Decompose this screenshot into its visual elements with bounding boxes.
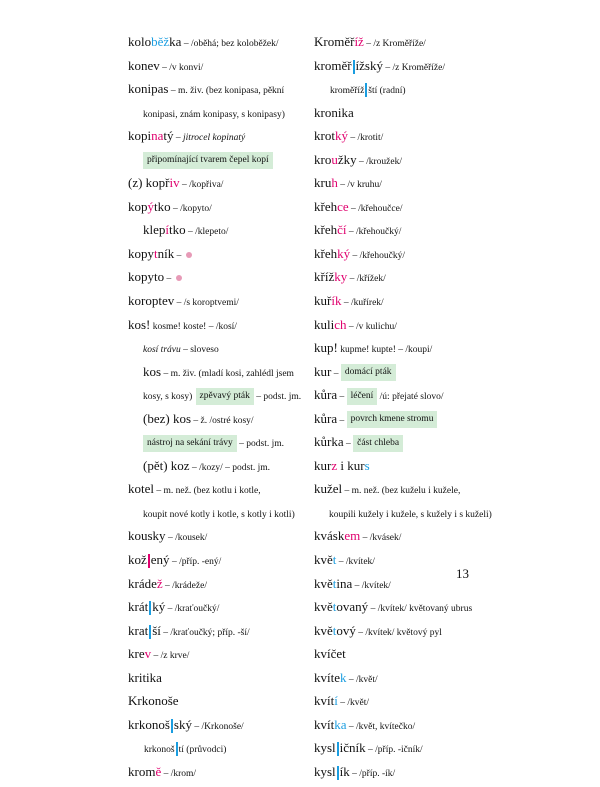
- headword: kysl: [314, 740, 336, 756]
- headword-highlight: ký: [337, 245, 351, 261]
- headword-rest: ovaný: [336, 599, 369, 615]
- gloss: koupili kužely i kužele, s kužely i s kuželi): [329, 509, 492, 520]
- gloss: – /kopyto/: [170, 203, 212, 214]
- suffix-bar-icon: [337, 766, 339, 780]
- headword: Kroměř: [314, 34, 355, 49]
- headword-highlight: h: [331, 175, 338, 191]
- headword: kvě: [314, 575, 333, 591]
- gloss: – /kroužek/: [356, 156, 403, 167]
- headword: krát: [128, 599, 149, 615]
- headword-highlight: k: [340, 669, 347, 685]
- gloss: – /příp. -ený/: [169, 557, 222, 568]
- headword-highlight: na: [151, 128, 164, 144]
- headword: kur: [314, 363, 332, 379]
- headword-highlight: ý: [147, 198, 154, 214]
- gloss: – /v kulichu/: [346, 321, 397, 332]
- gloss: kosy, s kosy): [143, 392, 193, 403]
- headword: křeh: [314, 198, 338, 214]
- gloss: – /kraťoučký/: [165, 604, 220, 615]
- gloss: – /v kruhu/: [337, 180, 382, 191]
- entry-kotel: [128, 477, 308, 501]
- suffix-bar-icon: [149, 601, 151, 615]
- headword: kysl: [314, 763, 336, 779]
- entry-krkonossti: [128, 736, 308, 760]
- headword: kritika: [128, 669, 162, 685]
- headword: koroptev: [128, 293, 175, 309]
- gloss: – /z Kroměříže/: [383, 62, 445, 73]
- headword-highlight: í: [334, 693, 338, 709]
- suffix-bar-icon: [353, 60, 355, 74]
- gloss: kupme! kupte! – /koupi/: [337, 345, 433, 356]
- headword-highlight: z: [331, 457, 338, 473]
- headword-rest: tý: [163, 128, 174, 144]
- entry-kos-verb: [128, 313, 308, 337]
- headword: kup!: [314, 340, 338, 356]
- suffix-bar-icon: [171, 719, 173, 733]
- gloss: – /z Kroměříže/: [363, 39, 426, 49]
- headword-rest: ník: [157, 245, 175, 261]
- headword: konipas: [128, 81, 169, 97]
- headword-highlight: v: [144, 646, 152, 662]
- entry-kos-noun: [128, 360, 308, 384]
- entry-krizky: [314, 265, 484, 289]
- headword: kronika: [314, 104, 354, 120]
- entry-krotky: [314, 124, 484, 148]
- entry-kratsi: [128, 619, 308, 643]
- entry-krouzky: [314, 148, 484, 172]
- gloss: – /klepeto/: [185, 227, 229, 238]
- headword: kousky: [128, 528, 166, 544]
- entry-kosa-def: [128, 430, 308, 454]
- entry-kvaskem: [314, 524, 484, 548]
- headword: kvásk: [314, 528, 345, 544]
- gloss: – /z krve/: [151, 651, 190, 662]
- headword: kvě: [314, 622, 333, 638]
- entry-kulich: [314, 313, 484, 337]
- definition-tag: nástroj na sekání trávy: [143, 435, 237, 452]
- headword-suffix: ší: [152, 622, 161, 638]
- gloss: – /příp. -ík/: [349, 768, 396, 779]
- headword-highlight: t: [332, 552, 337, 568]
- headword: Krkonoše: [128, 693, 179, 709]
- gloss: konipasi, znám konipasy, s konipasy): [143, 109, 285, 120]
- gloss: – podst. jm.: [236, 439, 284, 450]
- headword-highlight: u: [331, 151, 338, 167]
- headword-suffix: ký: [152, 599, 166, 615]
- entry-kosi-travu: [128, 336, 308, 360]
- headword: kuli: [314, 316, 335, 332]
- entry-kopytko: [128, 195, 308, 219]
- headword: krkonoš: [128, 716, 170, 732]
- entry-kup: [314, 336, 484, 360]
- headword: křeh: [314, 222, 338, 238]
- entry-kvitek: [314, 666, 484, 690]
- entry-bez-kos: [128, 407, 308, 431]
- headword-rest: žky: [337, 151, 357, 167]
- headword-highlight: em: [344, 528, 361, 544]
- definition-tag: část chleba: [353, 435, 403, 452]
- headword: kříž: [314, 269, 335, 285]
- headword-highlight: s: [364, 457, 370, 473]
- entry-kronika: [314, 101, 484, 125]
- headword: kužel: [314, 481, 343, 497]
- headword: kvít: [314, 716, 335, 732]
- entry-krehci: [314, 218, 484, 242]
- entry-kvetovy: [314, 619, 484, 643]
- headword: kro: [314, 151, 332, 167]
- definition-tag: léčení: [347, 388, 378, 405]
- entry-kromerizsky: [314, 54, 484, 78]
- headword: krom: [128, 763, 156, 779]
- gloss: – /příp. -ičník/: [365, 745, 423, 756]
- headword: kvě: [314, 552, 333, 568]
- entry-pet-koz: [128, 454, 308, 478]
- headword-highlight: ký: [334, 128, 348, 144]
- entry-kviti: [314, 689, 484, 713]
- entry-krev: [128, 642, 308, 666]
- entry-kvitka: [314, 713, 484, 737]
- headword-highlight: ky: [334, 269, 348, 285]
- entry-koroptev: [128, 289, 308, 313]
- headword: kop: [128, 198, 148, 214]
- headword-highlight: íž: [354, 34, 364, 49]
- entry-kur: [314, 360, 484, 384]
- entry-kozeny: [128, 548, 308, 572]
- entry-kos-noun-cont: [128, 383, 308, 407]
- gloss: /ú: přejaté slovo/: [377, 392, 444, 403]
- headword-rest: ový: [336, 622, 356, 638]
- gloss: tí (průvodci): [178, 745, 227, 756]
- entry-kopytnik: [128, 242, 308, 266]
- gloss: – jitrocel kopinatý: [173, 133, 246, 144]
- headword-highlight: t: [154, 245, 158, 261]
- headword: kvít: [314, 693, 335, 709]
- entry-krehky: [314, 242, 484, 266]
- entry-krkonose: [128, 689, 308, 713]
- gloss: –: [331, 368, 341, 379]
- headword-suffix: ený: [150, 552, 170, 568]
- headword: (z) kopř: [128, 175, 170, 191]
- entry-kousky: [128, 524, 308, 548]
- entry-kyslik: [314, 760, 484, 784]
- gloss: – m. živ. (mladí kosi, zahlédl jsem: [161, 368, 294, 379]
- gloss: – sloveso: [180, 345, 219, 356]
- headword: kopyto: [128, 269, 165, 285]
- headword: kotel: [128, 481, 154, 497]
- gloss: –: [337, 415, 347, 426]
- gloss: – /oběhá; bez koloběžek/: [181, 39, 279, 49]
- left-column: [128, 30, 308, 784]
- gloss: krkonoš: [144, 745, 175, 756]
- suffix-bar-icon: [365, 83, 367, 97]
- headword-rest: ka: [169, 34, 182, 49]
- headword-highlight: iv: [169, 175, 180, 191]
- entry-kvicet: [314, 642, 484, 666]
- gloss: koupit nové kotly i kotle, s kotly i kotli): [143, 509, 295, 520]
- suffix-bar-icon: [149, 625, 151, 639]
- headword: kru: [314, 175, 332, 191]
- headword: kráde: [128, 575, 157, 591]
- entry-krome: [128, 760, 308, 784]
- gloss: – /křehoučce/: [348, 203, 403, 214]
- gloss: – /křehoučký/: [350, 250, 405, 261]
- entry-kruh: [314, 171, 484, 195]
- gloss: – /krotit/: [347, 133, 384, 144]
- gloss: –: [164, 274, 174, 285]
- headword-rest: tko: [169, 222, 186, 238]
- entry-kotel-cont: [128, 501, 308, 525]
- dot-icon: [176, 275, 182, 281]
- suffix-bar-icon: [176, 742, 178, 756]
- headword: kur: [314, 457, 332, 473]
- entry-kratky: [128, 595, 308, 619]
- headword: kůra: [314, 387, 338, 403]
- headword-rest: tko: [154, 198, 171, 214]
- headword: klep: [143, 222, 166, 238]
- entry-kurik: [314, 289, 484, 313]
- gloss: – /krom/: [161, 768, 197, 779]
- entry-kromerizsti: [314, 77, 484, 101]
- gloss: – /s koroptvemi/: [174, 298, 239, 309]
- gloss: – /kvítek/ květovaný ubrus: [368, 604, 473, 615]
- entry-kura-strom: [314, 407, 484, 431]
- gloss: – /kvásek/: [360, 533, 402, 544]
- right-column: [314, 30, 492, 784]
- entry-kurz-kurs: [314, 454, 484, 478]
- headword: kopi: [128, 128, 152, 144]
- headword-suffix: ík: [339, 763, 350, 779]
- entry-krehce: [314, 195, 484, 219]
- gloss: kroměříž: [330, 86, 365, 97]
- gloss: – m. živ. (bez konipasa, pěkní: [168, 86, 285, 97]
- headword: kolo: [128, 34, 152, 49]
- headword: kos!: [128, 316, 151, 332]
- entry-kolobezka: [128, 30, 308, 54]
- gloss: – /kraťoučký; příp. -ší/: [160, 627, 250, 638]
- gloss: ští (radní): [368, 86, 406, 97]
- headword: kuř: [314, 293, 332, 309]
- headword-highlight: t: [332, 575, 337, 591]
- headword-highlight: běž: [151, 34, 170, 49]
- gloss: – m. než. (bez kotlu i kotle,: [154, 486, 261, 497]
- headword: kopy: [128, 245, 154, 261]
- entry-kritika: [128, 666, 308, 690]
- headword: kůra: [314, 410, 338, 426]
- headword: kre: [128, 646, 145, 662]
- headword-suffix: ížský: [355, 57, 383, 73]
- gloss: – /Krkonoše/: [191, 721, 244, 732]
- entry-kopriv: [128, 171, 308, 195]
- headword: (bez) kos: [143, 410, 192, 426]
- entry-krkonossky: [128, 713, 308, 737]
- entry-kuzel: [314, 477, 484, 501]
- headword: kůrka: [314, 434, 344, 450]
- gloss: – ž. /ostré kosy/: [191, 415, 254, 426]
- headword: kvíte: [314, 669, 340, 685]
- entry-kopinaty-def: [128, 148, 308, 172]
- headword: křeh: [314, 245, 338, 261]
- headword-rest: i kur: [337, 457, 365, 473]
- gloss: – /květ/: [337, 698, 369, 709]
- headword: kroměř: [314, 57, 352, 73]
- headword: krat: [128, 622, 149, 638]
- headword: konev: [128, 57, 160, 73]
- headword: kvě: [314, 599, 333, 615]
- example: kosí trávu: [143, 345, 181, 356]
- entry-kyslicnik: [314, 736, 484, 760]
- gloss: – /kuřírek/: [341, 298, 384, 309]
- gloss: kosme! koste! – /kosí/: [150, 321, 237, 332]
- suffix-bar-icon: [148, 554, 150, 568]
- entry-klepitko: [128, 218, 308, 242]
- gloss: – /v konvi/: [159, 62, 204, 73]
- suffix-bar-icon: [337, 742, 339, 756]
- entry-kopinaty: [128, 124, 308, 148]
- entry-kvetovany: [314, 595, 484, 619]
- definition-tag: domácí pták: [341, 364, 396, 381]
- entry-kura-leceni: [314, 383, 484, 407]
- entry-konipas-cont: [128, 101, 308, 125]
- headword-highlight: ch: [334, 316, 347, 332]
- definition-tag: připomínající tvarem čepel kopí: [143, 152, 273, 169]
- gloss: –: [343, 439, 354, 450]
- definition-tag: povrch kmene stromu: [347, 411, 438, 428]
- headword-rest: ina: [336, 575, 353, 591]
- gloss: – /kousek/: [165, 533, 208, 544]
- headword-suffix: ský: [173, 716, 192, 732]
- headword-highlight: ík: [331, 293, 342, 309]
- page-number: 13: [456, 566, 469, 581]
- gloss: – m. než. (bez kuželu i kužele,: [342, 486, 461, 497]
- gloss: – /křížek/: [347, 274, 386, 285]
- gloss: –: [337, 392, 347, 403]
- entry-kromeriz: [314, 30, 484, 54]
- headword-highlight: t: [332, 622, 337, 638]
- headword: (pět) koz: [143, 457, 190, 473]
- headword-highlight: čí: [337, 222, 347, 238]
- headword: kož: [128, 552, 147, 568]
- headword: krot: [314, 128, 335, 144]
- gloss: –: [174, 250, 184, 261]
- headword-highlight: í: [165, 222, 170, 238]
- gloss: – podst. jm.: [253, 392, 302, 403]
- gloss: – /květ, kvítečko/: [346, 721, 416, 732]
- headword-highlight: ž: [156, 575, 163, 591]
- gloss: – /kopřiva/: [179, 180, 224, 191]
- gloss: – /kvítek/: [352, 580, 391, 591]
- headword-highlight: ě: [155, 763, 162, 779]
- gloss: – /květ/: [346, 674, 378, 685]
- headword: kvíčet: [314, 646, 346, 662]
- entry-kradez: [128, 572, 308, 596]
- headword-suffix: ičník: [339, 740, 366, 756]
- gloss: – /kvítek/ květový pyl: [355, 627, 442, 638]
- gloss: – /křehoučký/: [346, 227, 402, 238]
- gloss: – /kvítek/: [336, 557, 375, 568]
- headword-highlight: t: [332, 599, 337, 615]
- definition-tag: zpěvavý pták: [196, 388, 254, 405]
- gloss: – /kozy/ – podst. jm.: [189, 462, 271, 473]
- headword-highlight: ka: [334, 716, 347, 732]
- headword-highlight: ce: [337, 198, 349, 214]
- entry-kuzel-cont: [314, 501, 492, 525]
- entry-konipas: [128, 77, 308, 101]
- headword: kos: [143, 363, 162, 379]
- entry-kurka: [314, 430, 484, 454]
- entry-konev: [128, 54, 308, 78]
- gloss: – /krádeže/: [162, 580, 207, 591]
- entry-kopyto: [128, 265, 308, 289]
- dot-icon: [186, 252, 192, 258]
